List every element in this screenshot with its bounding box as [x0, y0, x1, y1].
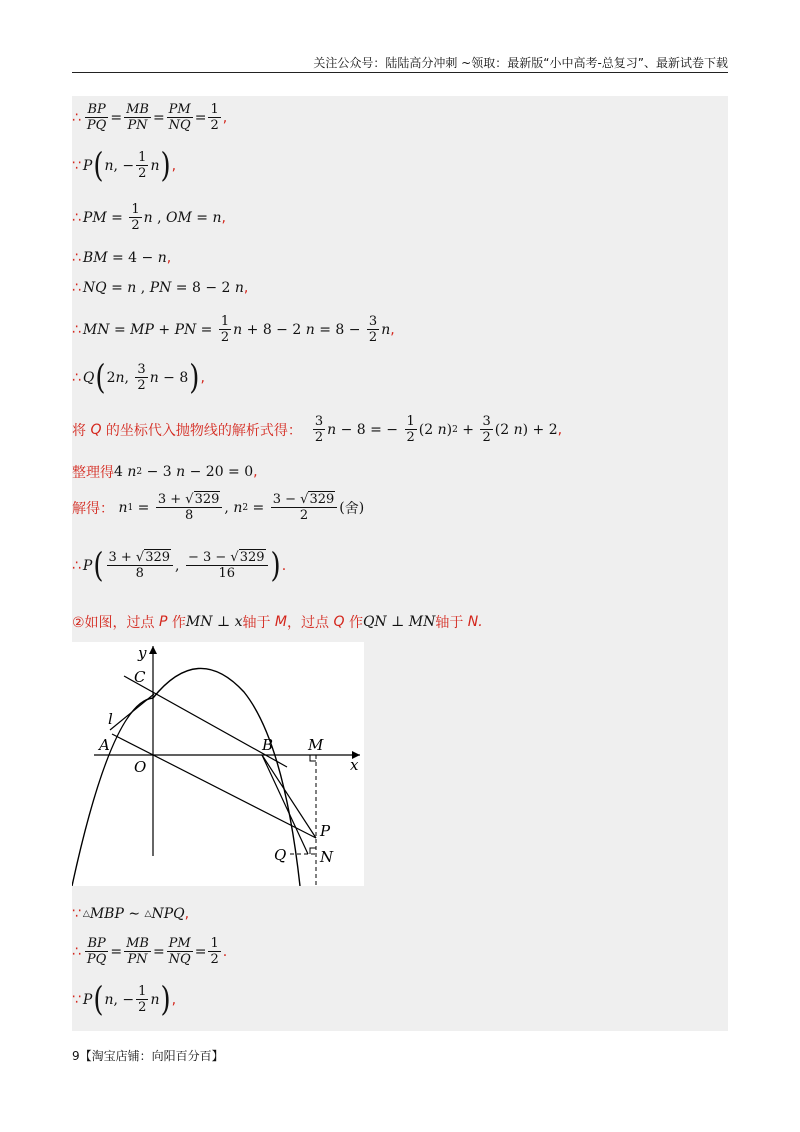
label-p: P [320, 822, 331, 840]
ratio-line-2: ∴ $\frac{BP}{PQ}$ = $\frac{MB}{PN}$ = $\frac{PM}{NQ}$ = $\frac{1}{2}$ . [72, 936, 228, 967]
figure-svg [72, 642, 364, 886]
solution-content [72, 96, 728, 1031]
point-p-line-2: ∵ P ( n , − $\frac{1}{2}$ n ) , [72, 980, 177, 1019]
simplify-line: 整理得 4 n 2 − 3 n − 20 = 0 , [72, 464, 258, 481]
label-b: B [262, 736, 274, 754]
label-c: C [134, 668, 146, 686]
label-n: N [320, 848, 334, 866]
nq-pn-line: ∴ NQ = n , PN = 8 − 2 n , [72, 280, 249, 296]
substitute-line: 将 Q 的坐标代入抛物线的解析式得： $\frac{3}{2}$ n − 8 = − $\frac{1}{2}$ (2 n ) 2 + $\frac{3}{2}$ (2 n ) + 2 , [72, 414, 563, 445]
label-l: l [108, 710, 113, 728]
ratio-line: ∴ $\frac{BP}{PQ}$ = $\frac{MB}{PN}$ = $\frac{PM}{NQ}$ = $\frac{1}{2}$ , [72, 102, 228, 133]
label-y: y [138, 644, 147, 662]
because-symbol: ∵ [72, 157, 81, 174]
pm-om-line: ∴ PM = $\frac{1}{2}$ n , OM = n , [72, 202, 226, 233]
line-bp [262, 755, 316, 838]
page-footer: 9【淘宝店铺：向阳百分百】 [72, 1049, 224, 1063]
point-p-result-line: ∴ P ( $\frac{3 + √329}{8}$ , $\frac{- 3 - √329}{16}$ ) . [72, 546, 287, 585]
similar-line: ∵ △ MBP ∼ △ NPQ , [72, 906, 190, 922]
parabola-curve [72, 668, 300, 886]
mn-line: ∴ MN = MP + PN = $\frac{1}{2}$ n + 8 − 2 n = 8 − $\frac{3}{2}$ n , [72, 314, 395, 345]
therefore-symbol: ∴ [72, 109, 81, 126]
case2-line: ②如图，过点 P 作 MN ⊥ x 轴于 M ，过点 Q 作 QN ⊥ MN 轴于 N. [72, 614, 483, 631]
label-m: M [308, 736, 324, 754]
label-o: O [134, 758, 147, 776]
point-q-line: ∴ Q ( 2 n , $\frac{3}{2}$ n − 8 ) , [72, 358, 205, 397]
line-op [112, 734, 316, 838]
label-a: A [99, 736, 110, 754]
page-header: 关注公众号：陆陆高分冲刺 ~领取：最新版“小中高考-总复习”、最新试卷下载 [72, 56, 728, 73]
geometry-figure [72, 642, 364, 886]
discard-label: 舍 [344, 500, 359, 517]
bm-line: ∴ BM = 4 − n , [72, 250, 172, 266]
label-q: Q [274, 846, 287, 864]
point-p-line: ∵ P ( n , − $\frac{1}{2}$ n ) , [72, 146, 177, 185]
line-bq [262, 755, 308, 854]
solve-line: 解得： n 1 = $\frac{3 + √329}{8}$ , n 2 = $\frac{3 - √329}{2}$ ( 舍 ) [72, 492, 365, 523]
line-l [110, 694, 154, 730]
label-x: x [350, 756, 359, 774]
